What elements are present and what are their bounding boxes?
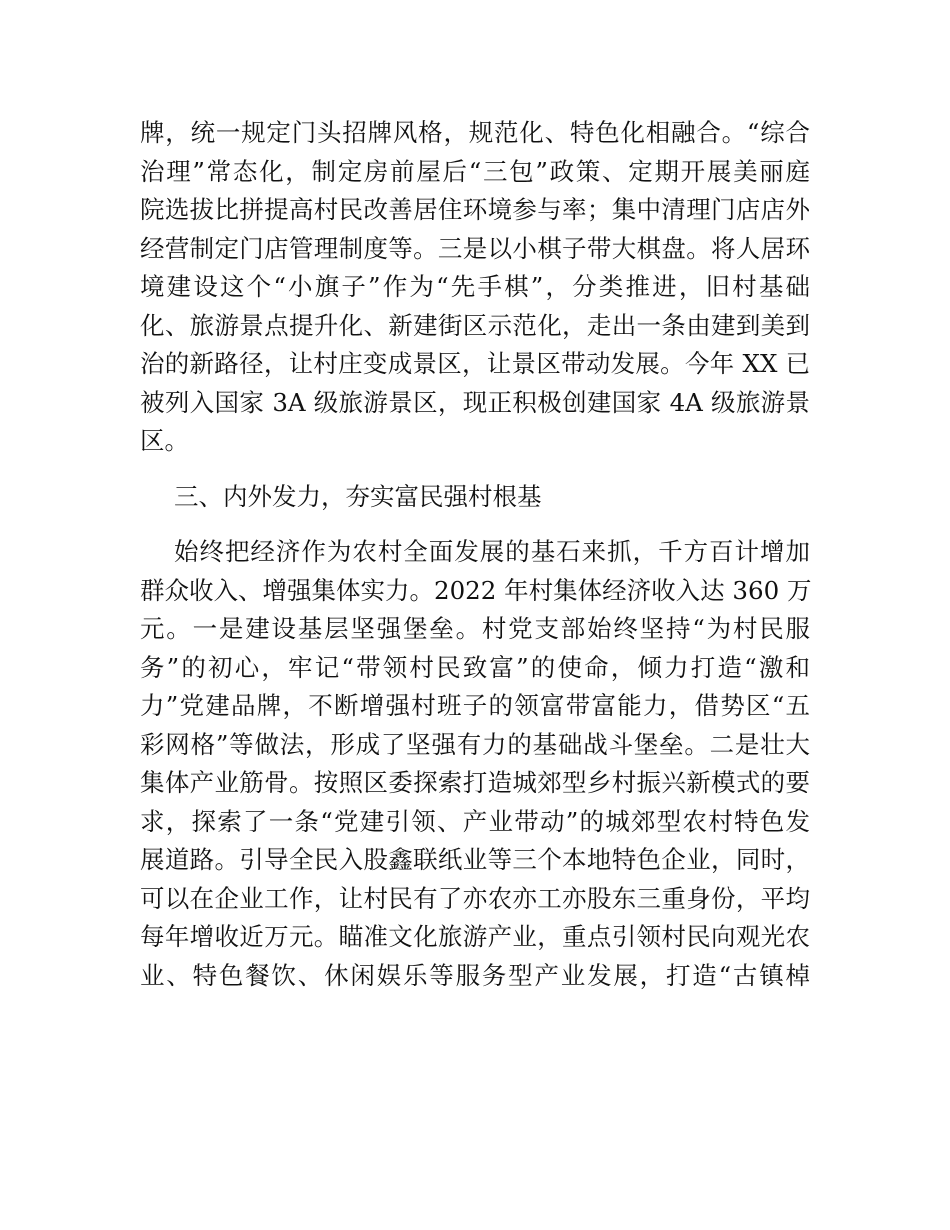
paragraph-line: 院选拔比拼提高村民改善居住环境参与率；集中清理门店店外 xyxy=(140,195,810,224)
paragraph-line: 元。一是建设基层坚强堡垒。村党支部始终坚持“为村民服 xyxy=(140,614,810,643)
paragraph-line: 力”党建品牌，不断增强村班子的领富带富能力，借势区“五 xyxy=(140,691,810,720)
paragraph-line: 治理”常态化，制定房前屋后“三包”政策、定期开展美丽庭 xyxy=(140,156,810,186)
paragraph-line: 区。 xyxy=(140,426,189,455)
paragraph-line: 求，探索了一条“党建引领、产业带动”的城郊型农村特色发 xyxy=(140,806,810,836)
paragraph-line: 展道路。引导全民入股鑫联纸业等三个本地特色企业，同时， xyxy=(140,845,810,874)
paragraph-line: 被列入国家 3A 级旅游景区，现正积极创建国家 4A 级旅游景 xyxy=(140,387,810,417)
paragraph-line: 业、特色餐饮、休闲娱乐等服务型产业发展，打造“古镇棹 xyxy=(140,960,810,990)
paragraph-line: 彩网格”等做法，形成了坚强有力的基础战斗堡垒。二是壮大 xyxy=(140,729,810,759)
paragraph-line: 牌，统一规定门头招牌风格，规范化、特色化相融合。“综合 xyxy=(140,118,810,147)
paragraph-line: 每年增收近万元。瞄准文化旅游产业，重点引领村民向观光农 xyxy=(140,922,810,951)
paragraph-line: 化、旅游景点提升化、新建街区示范化，走出一条由建到美到 xyxy=(140,310,810,340)
paragraph-line: 始终把经济作为农村全面发展的基石来抓，千方百计增加 xyxy=(174,537,810,566)
paragraph-line: 经营制定门店管理制度等。三是以小棋子带大棋盘。将人居环 xyxy=(140,233,810,263)
paragraph-line: 境建设这个“小旗子”作为“先手棋”，分类推进，旧村基础 xyxy=(140,272,810,301)
paragraph-line: 治的新路径，让村庄变成景区，让景区带动发展。今年 XX 已 xyxy=(140,349,810,378)
paragraph-2 xyxy=(140,533,810,995)
section-heading: 三、内外发力，夯实富民强村根基 xyxy=(174,481,542,511)
paragraph-line: 群众收入、增强集体实力。2022 年村集体经济收入达 360 万 xyxy=(140,575,812,605)
paragraph-1 xyxy=(140,114,810,461)
paragraph-line: 集体产业筋骨。按照区委探索打造城郊型乡村振兴新模式的要 xyxy=(140,768,810,797)
document-body xyxy=(140,114,810,995)
paragraph-line: 可以在企业工作，让村民有了亦农亦工亦股东三重身份，平均 xyxy=(140,883,810,913)
paragraph-line: 务”的初心，牢记“带领村民致富”的使命，倾力打造“激和 xyxy=(140,652,810,682)
